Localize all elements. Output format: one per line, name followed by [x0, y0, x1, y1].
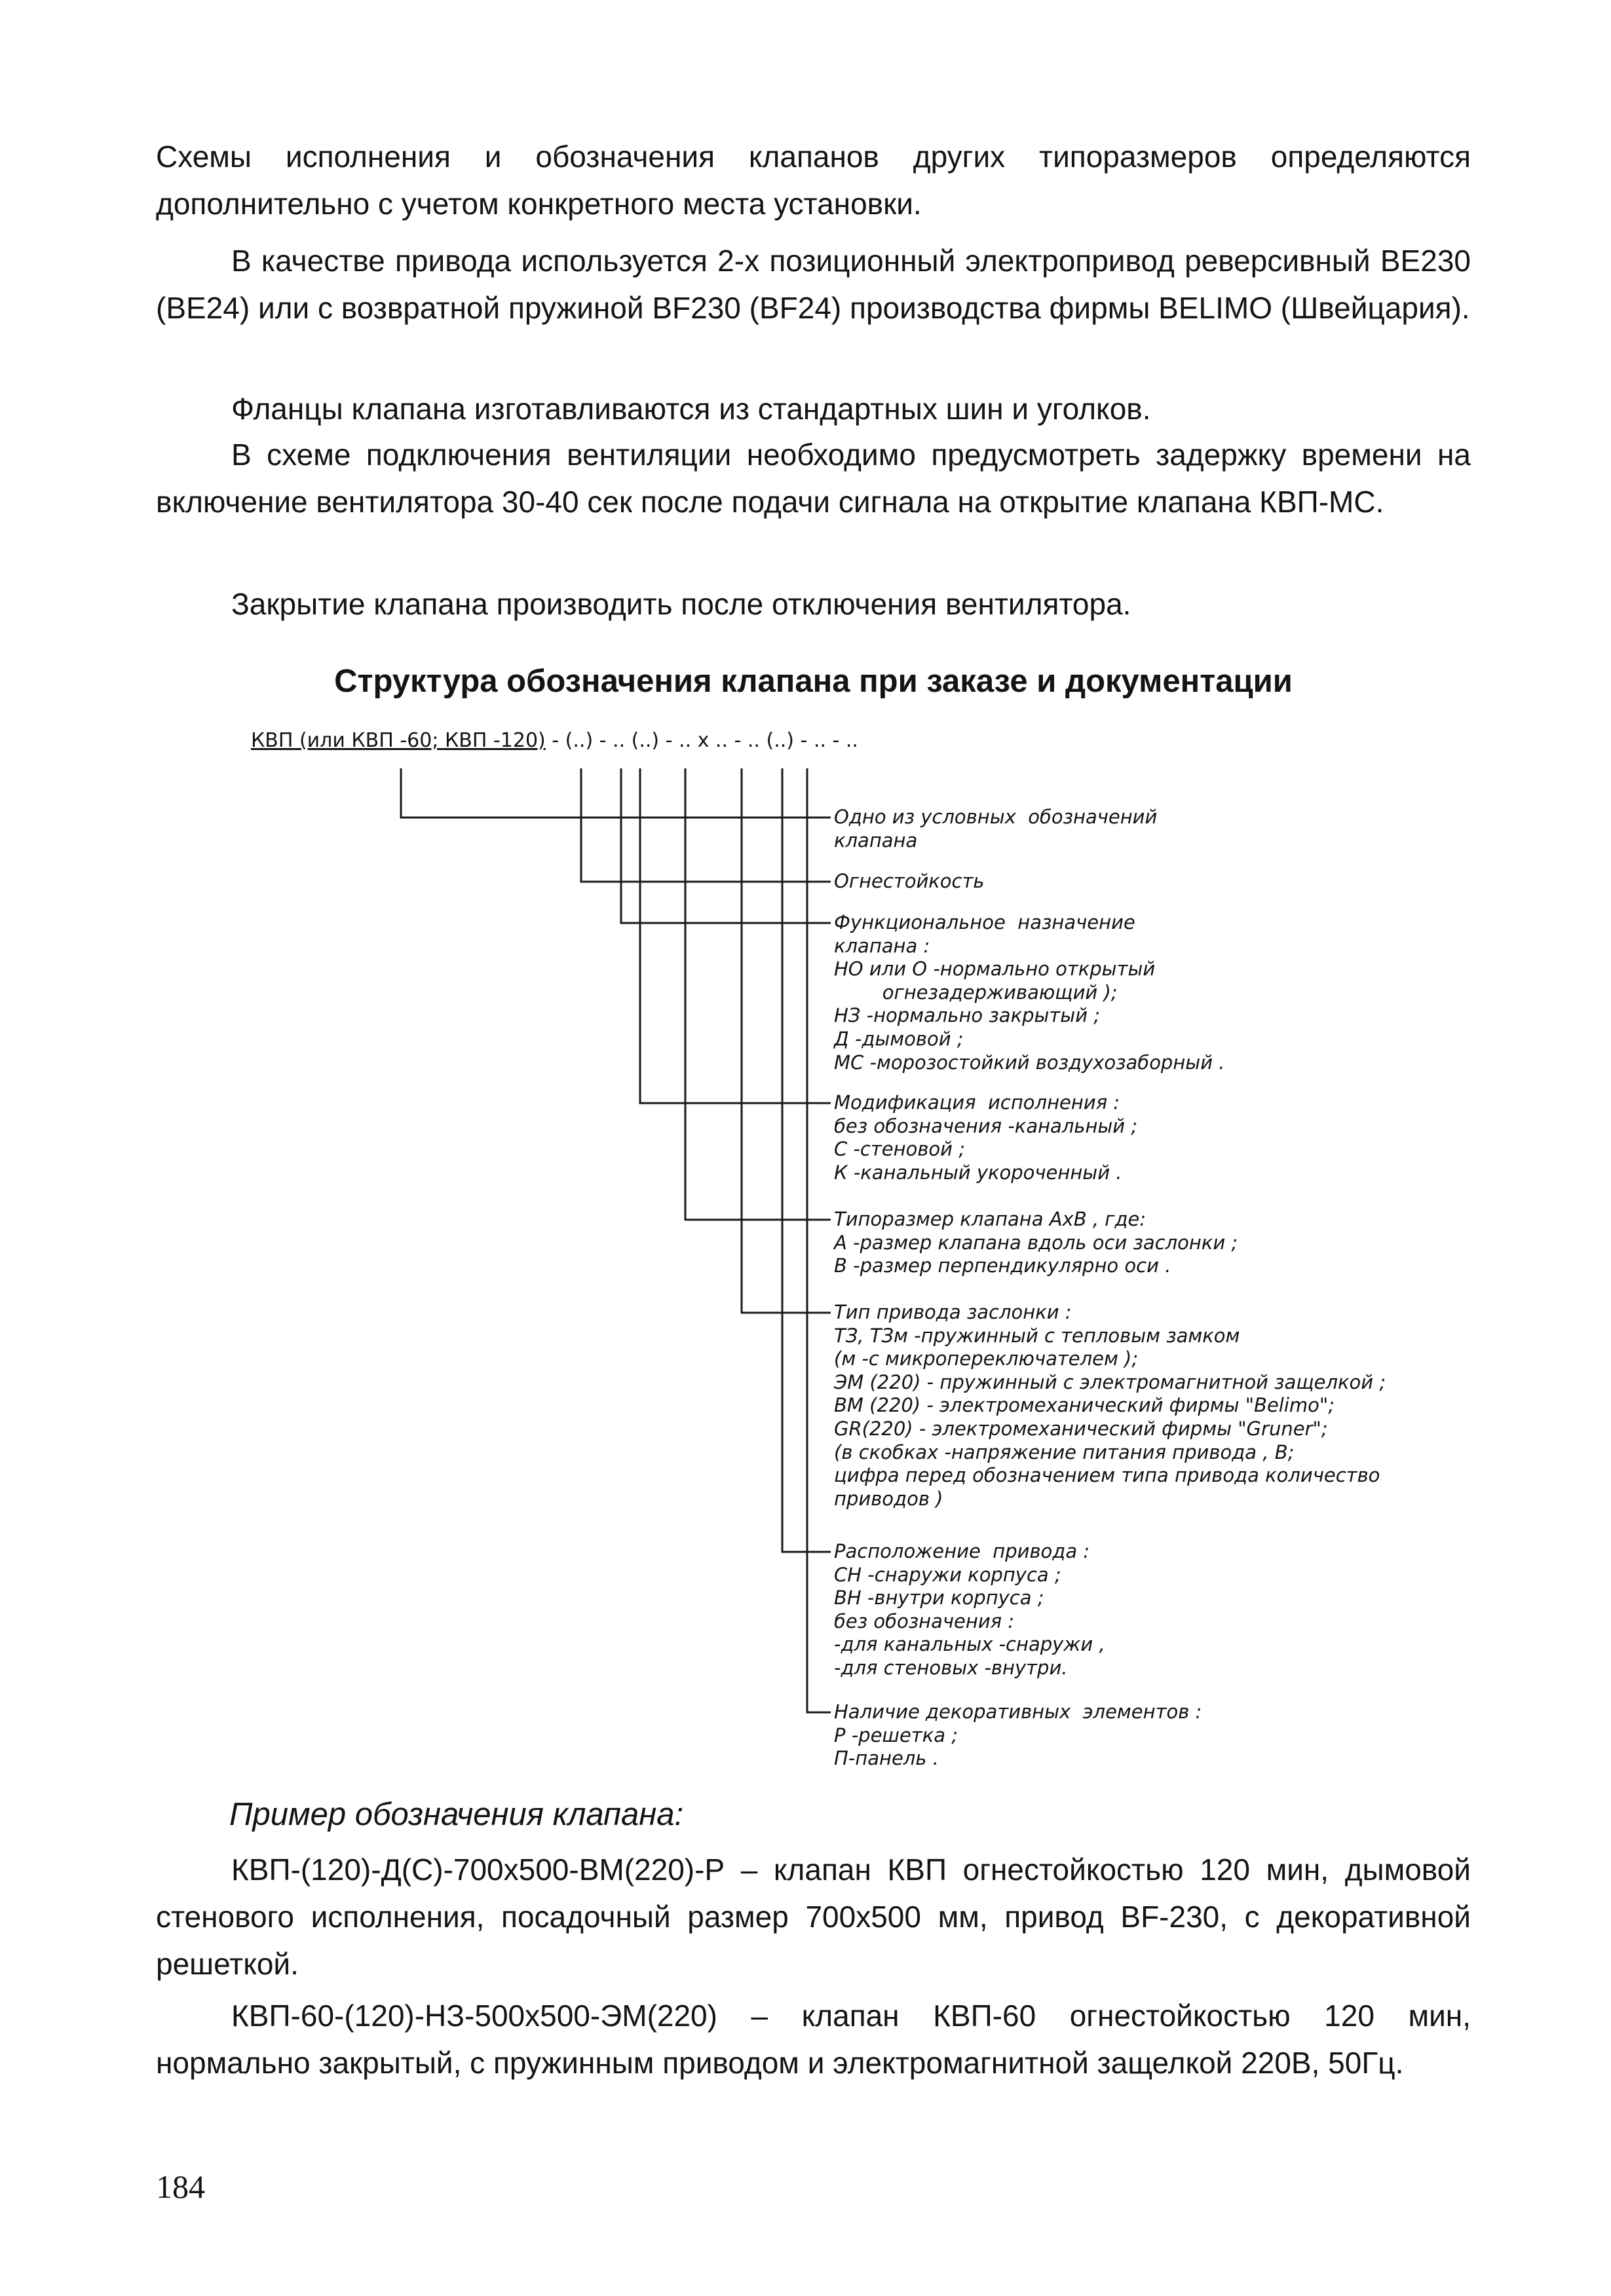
tree-label-line: Типоразмер клапана АхВ , где:	[834, 1208, 1147, 1230]
example-1: КВП-(120)-Д(С)-700х500-ВМ(220)-Р – клапан КВП огнестойкостью 120 мин, дымовой стенового исполнения, посадочный размер 700х500 мм, привод BF-230, с декоративной решеткой.	[156, 1853, 1471, 1981]
tree-label-line: ВМ (220) - электромеханический фирмы "Belimo";	[834, 1394, 1335, 1417]
tree-label-line: (в скобках -напряжение питания привода , В;	[834, 1440, 1295, 1463]
tree-label-line: Д -дымовой ;	[834, 1027, 964, 1050]
branch-line-function	[621, 768, 831, 923]
tree-label-line: К -канальный укороченный .	[834, 1161, 1122, 1184]
section-heading: Структура обозначения клапана при заказе и документации	[334, 664, 1293, 699]
tree-label-line: приводов )	[834, 1487, 943, 1510]
branch-line-modification	[640, 768, 831, 1103]
tree-label-line: GR(220) - электромеханический фирмы "Gruner";	[834, 1417, 1328, 1440]
tree-label-line: Модификация исполнения :	[834, 1091, 1120, 1114]
tree-label-line: клапана :	[834, 934, 930, 957]
tree-label-modification	[834, 1091, 1137, 1184]
example-2: КВП-60-(120)-НЗ-500х500-ЭМ(220) – клапан КВП-60 огнестойкостью 120 мин, нормально закрытый, с пружинным приводом и электромагнитной защелкой 220В, 50Гц.	[156, 1999, 1471, 2080]
tree-label-line: ЭМ (220) - пружинный с электромагнитной защелкой ;	[834, 1370, 1386, 1393]
example-title: Пример обозначения клапана:	[229, 1797, 684, 1832]
tree-label-line: НЗ -нормально закрытый ;	[834, 1004, 1101, 1027]
tree-label-decorative	[834, 1701, 1202, 1771]
paragraph-scheme-variants: Схемы исполнения и обозначения клапанов других типоразмеров определяются дополнительно с учетом конкретного места установки.	[156, 140, 1471, 221]
tree-label-line: -для канальных -снаружи ,	[834, 1633, 1105, 1656]
tree-label-line: МС -морозостойкий воздухозаборный .	[834, 1051, 1225, 1074]
tree-label-line: В -размер перпендикулярно оси .	[834, 1254, 1171, 1277]
paragraph-actuator: В качестве привода используется 2-х позиционный электропривод реверсивный BE230 (BE24) или с возвратной пружиной BF230 (BF24) производства фирмы BELIMO (Швейцария).	[156, 244, 1471, 325]
designation-pattern: - (..) - .. (..) - .. x .. - .. (..) - .. - ..	[545, 729, 858, 752]
tree-label-actuator-type	[834, 1301, 1386, 1511]
tree-label-line: Расположение привода :	[834, 1540, 1090, 1562]
tree-label-line: Огнестойкость	[834, 870, 985, 892]
branch-line-fire-resistance	[581, 768, 831, 882]
designation-code: КВП (или КВП -60; КВП -120)	[251, 729, 546, 752]
page-number: 184	[156, 2168, 205, 2205]
tree-label-line: (м -с микропереключателем );	[834, 1347, 1139, 1370]
tree-label-function	[834, 911, 1224, 1074]
tree-label-line: Одно из условных обозначений	[834, 806, 1158, 828]
tree-label-line: А -размер клапана вдоль оси заслонки ;	[834, 1231, 1238, 1254]
tree-label-line: ВН -внутри корпуса ;	[834, 1587, 1044, 1609]
tree-label-designation	[834, 806, 1157, 852]
tree-label-actuator-position	[834, 1540, 1105, 1680]
tree-label-line: Наличие декоративных элементов :	[834, 1701, 1202, 1723]
tree-label-line: -для стеновых -внутри.	[834, 1656, 1068, 1679]
tree-label-line: без обозначения :	[834, 1609, 1015, 1632]
tree-label-line: НО или О -нормально открытый	[834, 958, 1156, 981]
tree-label-line: без обозначения -канальный ;	[834, 1114, 1138, 1137]
tree-label-line: Р -решетка ;	[834, 1723, 958, 1746]
tree-label-line: С -стеновой ;	[834, 1138, 965, 1161]
tree-label-line: П-панель .	[834, 1747, 939, 1770]
paragraph-delay: В схеме подключения вентиляции необходимо предусмотреть задержку времени на включение вентилятора 30-40 сек после подачи сигнала на открытие клапана КВП-МС.	[156, 438, 1471, 519]
tree-label-line: СН -снаружи корпуса ;	[834, 1563, 1061, 1586]
paragraph-closing: Закрытие клапана производить после отключения вентилятора.	[231, 587, 1131, 621]
tree-label-line: клапана	[834, 829, 918, 852]
branch-line-decorative	[807, 768, 831, 1712]
tree-label-size	[834, 1208, 1238, 1278]
branch-line-size	[685, 768, 831, 1220]
tree-label-line: Функциональное назначение	[834, 911, 1135, 933]
tree-label-line: огнезадерживающий );	[834, 981, 1118, 1004]
tree-label-line: цифра перед обозначением типа привода количество	[834, 1464, 1380, 1487]
branch-line-designation	[401, 768, 831, 818]
paragraph-flanges: Фланцы клапана изготавливаются из стандартных шин и уголков.	[231, 392, 1151, 426]
tree-label-fire-resistance	[834, 870, 984, 894]
tree-label-line: Тип привода заслонки :	[834, 1301, 1072, 1323]
tree-label-line: ТЗ, ТЗм -пружинный с тепловым замком	[834, 1324, 1240, 1347]
branch-line-actuator-type	[742, 768, 831, 1313]
